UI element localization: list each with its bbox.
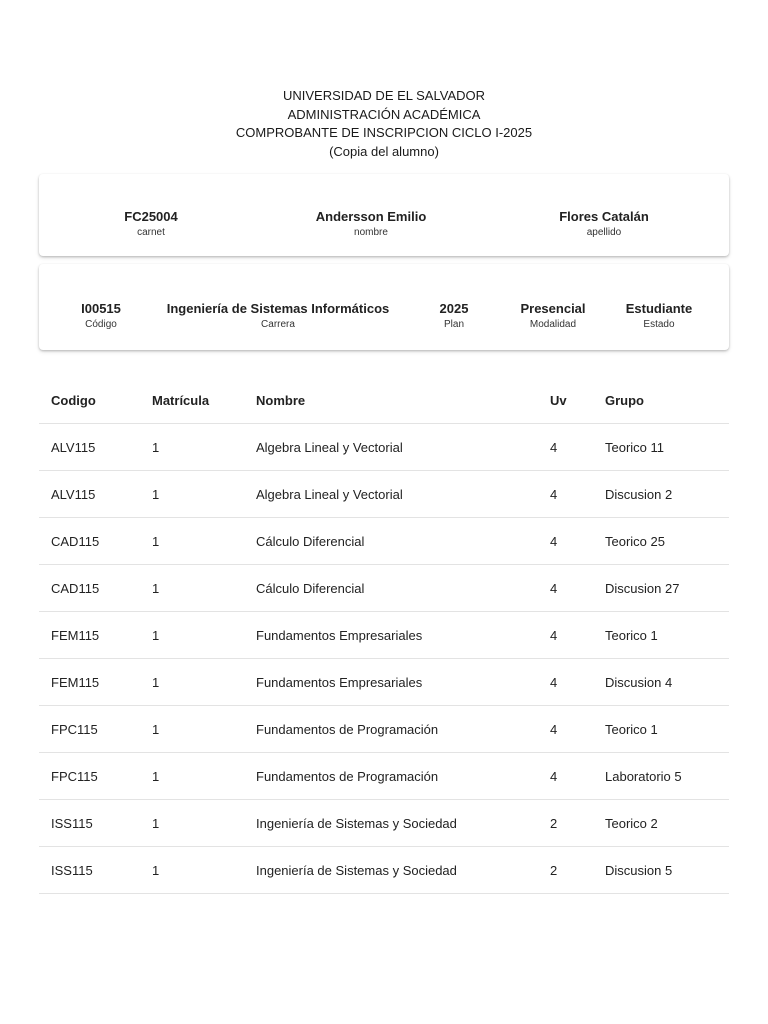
program-card <box>39 264 729 350</box>
plan-label: Plan <box>443 319 465 330</box>
cell-codigo: ALV115 <box>39 424 140 471</box>
estado-field <box>626 301 692 330</box>
cell-uv: 2 <box>538 800 593 847</box>
courses-table <box>39 377 729 894</box>
modalidad-field <box>520 301 585 330</box>
apellido-value: Flores Catalán <box>559 209 649 224</box>
student-card <box>39 174 729 256</box>
cell-codigo: FEM115 <box>39 659 140 706</box>
cell-matricula: 1 <box>140 424 244 471</box>
table-header-row <box>39 377 729 424</box>
nombre-field <box>316 209 427 238</box>
cell-nombre: Cálculo Diferencial <box>244 565 538 612</box>
cell-grupo: Discusion 5 <box>593 847 729 894</box>
office-name: ADMINISTRACIÓN ACADÉMICA <box>287 106 481 122</box>
cell-grupo: Laboratorio 5 <box>593 753 729 800</box>
modalidad-label: Modalidad <box>529 319 577 330</box>
apellido-label: apellido <box>586 227 622 238</box>
table-row <box>39 518 729 565</box>
cell-codigo: ISS115 <box>39 800 140 847</box>
cell-nombre: Algebra Lineal y Vectorial <box>244 471 538 518</box>
carrera-label: Carrera <box>261 319 295 330</box>
copy-note: (Copia del alumno) <box>329 143 439 159</box>
table-row <box>39 800 729 847</box>
cell-grupo: Teorico 1 <box>593 612 729 659</box>
cell-uv: 4 <box>538 612 593 659</box>
cell-nombre: Ingeniería de Sistemas y Sociedad <box>244 847 538 894</box>
header-codigo: Codigo <box>51 392 96 408</box>
cell-grupo: Discusion 4 <box>593 659 729 706</box>
cell-matricula: 1 <box>140 518 244 565</box>
cell-codigo: FEM115 <box>39 612 140 659</box>
codigo-value: I00515 <box>81 301 121 316</box>
cell-grupo: Teorico 2 <box>593 800 729 847</box>
apellido-field <box>559 209 649 238</box>
estado-label: Estado <box>643 319 675 330</box>
cell-nombre: Fundamentos Empresariales <box>244 659 538 706</box>
cell-uv: 4 <box>538 518 593 565</box>
cell-codigo: ALV115 <box>39 471 140 518</box>
cell-nombre: Algebra Lineal y Vectorial <box>244 424 538 471</box>
cell-uv: 4 <box>538 471 593 518</box>
cell-nombre: Fundamentos de Programación <box>244 753 538 800</box>
carnet-field <box>124 209 177 238</box>
cell-nombre: Fundamentos Empresariales <box>244 612 538 659</box>
document-header <box>0 87 768 161</box>
header-nombre: Nombre <box>256 392 306 408</box>
table-row <box>39 753 729 800</box>
cell-matricula: 1 <box>140 847 244 894</box>
cell-nombre: Cálculo Diferencial <box>244 518 538 565</box>
cell-grupo: Teorico 25 <box>593 518 729 565</box>
cell-uv: 4 <box>538 424 593 471</box>
table-row <box>39 612 729 659</box>
cell-nombre: Fundamentos de Programación <box>244 706 538 753</box>
document-title: COMPROBANTE DE INSCRIPCION CICLO I-2025 <box>235 125 533 140</box>
nombre-value: Andersson Emilio <box>315 209 427 224</box>
cell-matricula: 1 <box>140 565 244 612</box>
modalidad-value: Presencial <box>520 301 586 316</box>
cell-uv: 4 <box>538 659 593 706</box>
header-matricula: Matrícula <box>152 392 210 408</box>
cell-codigo: FPC115 <box>39 706 140 753</box>
carrera-field <box>167 301 390 330</box>
cell-uv: 4 <box>538 706 593 753</box>
carnet-label: carnet <box>137 227 165 238</box>
table-row <box>39 706 729 753</box>
cell-uv: 4 <box>538 753 593 800</box>
cell-matricula: 1 <box>140 659 244 706</box>
cell-codigo: CAD115 <box>39 518 140 565</box>
cell-grupo: Teorico 11 <box>593 424 729 471</box>
cell-codigo: ISS115 <box>39 847 140 894</box>
estado-value: Estudiante <box>625 301 693 316</box>
cell-matricula: 1 <box>140 706 244 753</box>
cell-grupo: Discusion 27 <box>593 565 729 612</box>
table-row <box>39 847 729 894</box>
table-row <box>39 424 729 471</box>
cell-codigo: FPC115 <box>39 753 140 800</box>
codigo-label: Código <box>85 319 117 330</box>
plan-field <box>440 301 469 330</box>
cell-grupo: Discusion 2 <box>593 471 729 518</box>
table-row <box>39 471 729 518</box>
cell-matricula: 1 <box>140 800 244 847</box>
table-row <box>39 659 729 706</box>
cell-nombre: Ingeniería de Sistemas y Sociedad <box>244 800 538 847</box>
plan-value: 2025 <box>439 301 469 316</box>
header-grupo: Grupo <box>605 392 644 408</box>
cell-codigo: CAD115 <box>39 565 140 612</box>
header-uv: Uv <box>550 392 567 408</box>
table-row <box>39 565 729 612</box>
cell-uv: 2 <box>538 847 593 894</box>
nombre-label: nombre <box>354 227 388 238</box>
carrera-value: Ingeniería de Sistemas Informáticos <box>166 301 390 316</box>
codigo-field <box>81 301 121 330</box>
cell-uv: 4 <box>538 565 593 612</box>
carnet-value: FC25004 <box>124 209 178 224</box>
cell-grupo: Teorico 1 <box>593 706 729 753</box>
cell-matricula: 1 <box>140 753 244 800</box>
university-name: UNIVERSIDAD DE EL SALVADOR <box>282 88 486 103</box>
cell-matricula: 1 <box>140 471 244 518</box>
cell-matricula: 1 <box>140 612 244 659</box>
